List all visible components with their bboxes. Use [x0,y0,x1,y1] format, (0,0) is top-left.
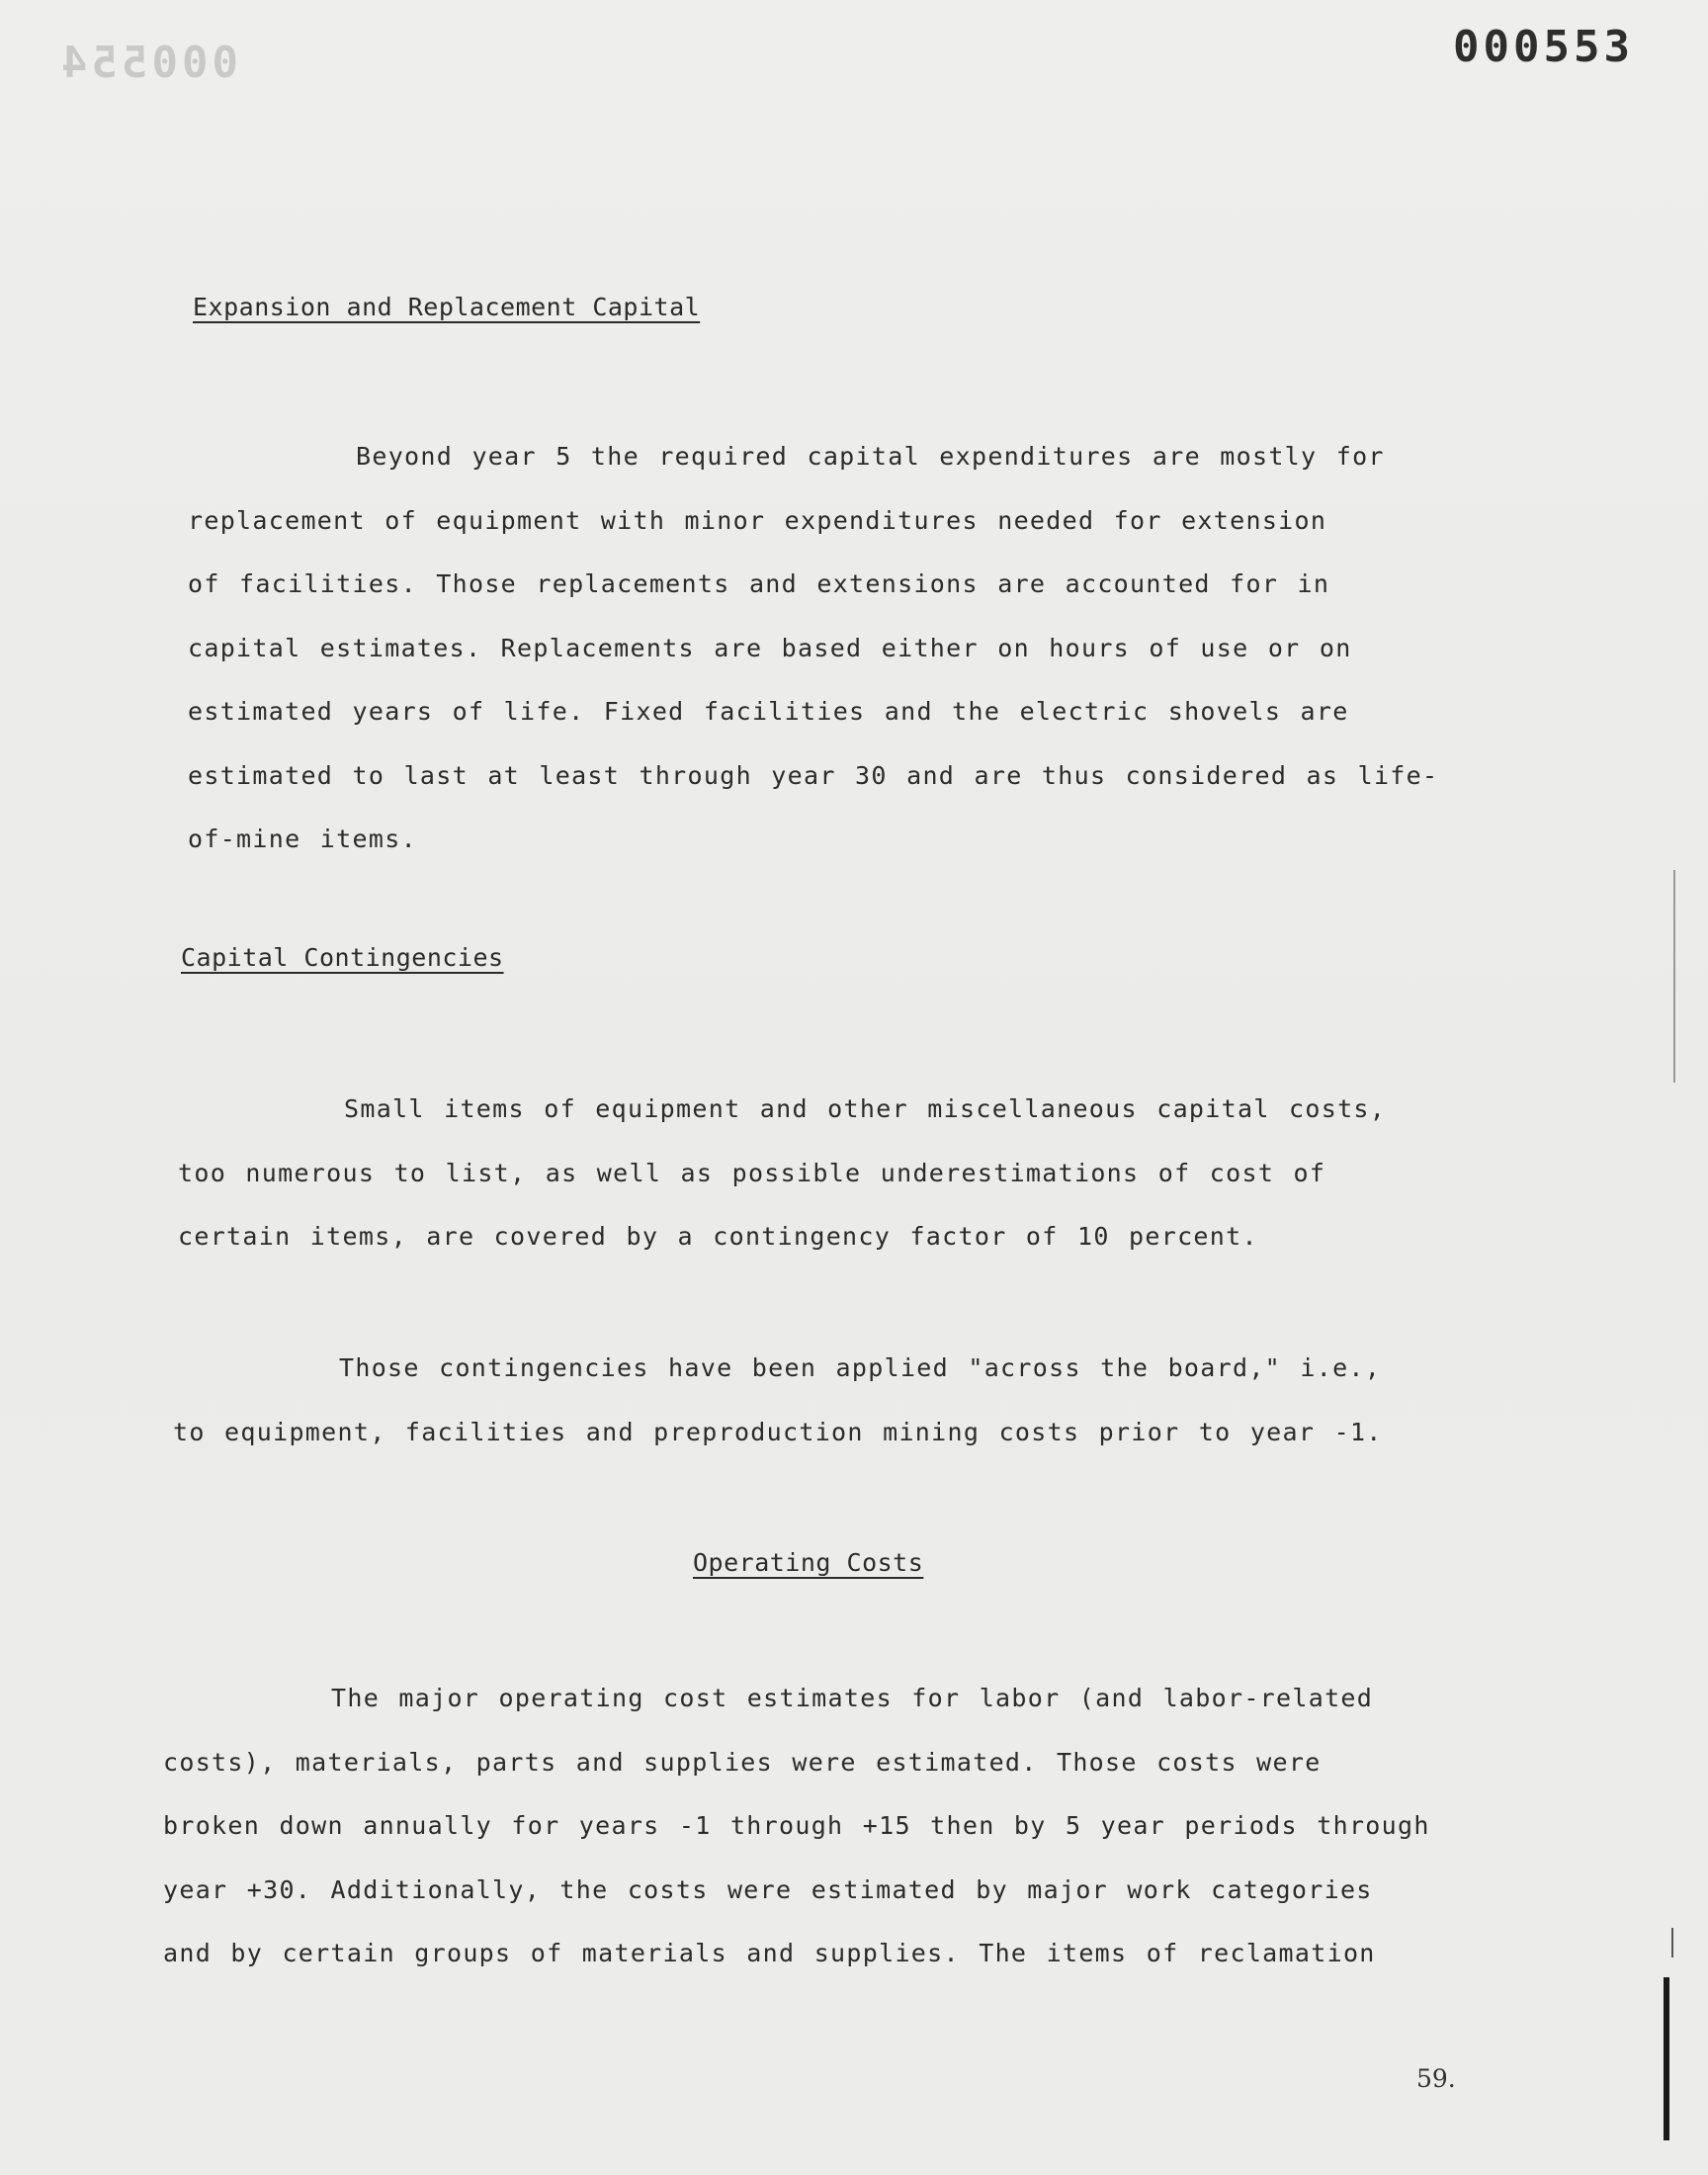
paragraph-line: Small items of equipment and other miscellaneous capital costs, [344,1094,1387,1123]
contingencies-paragraph-1 [178,1078,1386,1269]
paragraph-line: and by certain groups of materials and supplies. The items of reclamation [163,1939,1376,1967]
paragraph-line: Beyond year 5 the required capital expenditures are mostly for [356,442,1385,471]
expansion-paragraph [188,425,1438,872]
paragraph-line: estimated to last at least through year 30 and are thus considered as life- [188,760,1439,790]
expansion-heading: Expansion and Replacement Capital [193,293,701,321]
operating-costs-paragraph [163,1667,1430,1986]
page-number: 59. [1416,2064,1456,2093]
paragraph-line: of facilities. Those replacements and extensions are accounted for in [188,569,1330,598]
scan-edge-mark [1673,870,1675,1083]
paragraph-line: year +30. Additionally, the costs were estimated by major work categories [163,1874,1373,1904]
paragraph-line: Those contingencies have been applied "across the board," i.e., [339,1353,1382,1382]
contingencies-heading: Capital Contingencies [181,943,504,972]
scan-edge-mark [1671,1928,1673,1958]
paragraph-line: estimated years of life. Fixed facilities and the electric shovels are [188,697,1349,726]
operating-costs-heading: Operating Costs [693,1548,924,1577]
scan-edge-mark [1664,1977,1669,2140]
paragraph-line: broken down annually for years -1 through +15 then by 5 year periods through [163,1811,1430,1840]
paragraph-line: certain items, are covered by a contingency factor of 10 percent. [178,1222,1258,1251]
paragraph-line: capital estimates. Replacements are based either on hours of use or on [188,633,1352,662]
paragraph-line: costs), materials, parts and supplies were estimated. Those costs were [163,1747,1322,1777]
paragraph-line: The major operating cost estimates for labor (and labor-related [331,1684,1374,1712]
paragraph-line: to equipment, facilities and preproduction mining costs prior to year -1. [173,1417,1383,1446]
contingencies-paragraph-2 [173,1337,1383,1464]
paragraph-line: of-mine items. [188,825,417,853]
bleed-through-stamp: 000554 [57,38,238,88]
paragraph-line: replacement of equipment with minor expenditures needed for extension [188,505,1327,535]
document-number-stamp: 000553 [1453,22,1634,72]
paragraph-line: too numerous to list, as well as possible underestimations of cost of [178,1158,1326,1187]
